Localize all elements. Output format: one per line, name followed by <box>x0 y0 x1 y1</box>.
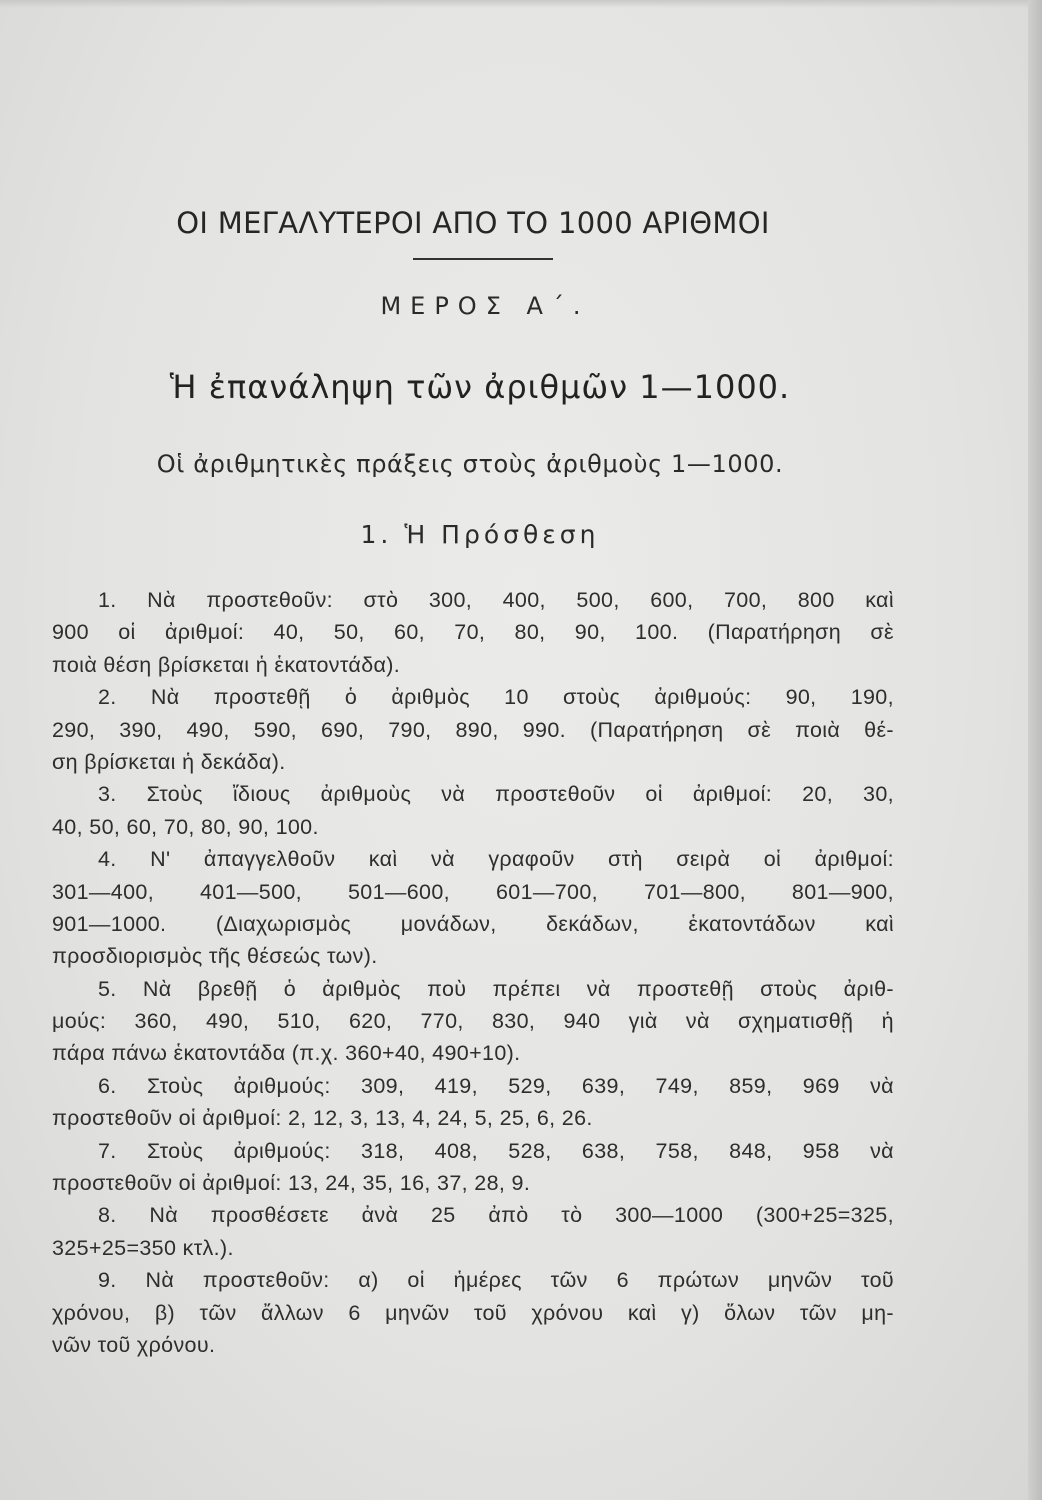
text-line: 6. Στοὺς ἀριθμούς: 309, 419, 529, 639, 749, 859, 969 νὰ <box>98 1073 894 1098</box>
text-line: 901—1000. (Διαχωρισμὸς μονάδων, δεκάδων, ἑκατοντάδων καὶ <box>52 911 894 936</box>
part-label: ΜΕΡΟΣ Α΄. <box>380 292 590 320</box>
text-line: προσδιορισμὸς τῆς θέσεώς των). <box>52 944 378 969</box>
text-line: 3. Στοὺς ἴδιους ἀριθμοὺς νὰ προστεθοῦν οἱ ἀριθμοί: 20, 30, <box>98 782 894 807</box>
section-title: Ἡ ἐπανάληψη τῶν ἀριθμῶν 1—1000. <box>169 368 791 406</box>
text-line: προστεθοῦν οἱ ἀριθμοί: 2, 12, 3, 13, 4, 24, 5, 25, 6, 26. <box>52 1106 593 1131</box>
main-title <box>118 206 828 240</box>
text-line: ποιὰ θέση βρίσκεται ἡ ἑκατοντάδα). <box>52 652 401 677</box>
chapter-heading: 1. Ἡ Πρόσθεση <box>360 520 600 549</box>
main-title-text: ΟΙ ΜΕΓΑΛΥΤΕΡΟΙ ΑΠΟ ΤΟ 1000 ΑΡΙΘΜΟΙ <box>176 206 770 240</box>
text-line: 9. Νὰ προστεθοῦν: α) οἱ ἡμέρες τῶν 6 πρώτων μηνῶν τοῦ <box>98 1268 894 1293</box>
text-line: 5. Νὰ βρεθῇ ὁ ἀριθμὸς ποὺ πρέπει νὰ προστεθῇ στοὺς ἀριθ- <box>98 976 894 1001</box>
text-line: μούς: 360, 490, 510, 620, 770, 830, 940 γιὰ νὰ σχηματισθῇ ἡ <box>52 1009 894 1034</box>
body-text <box>52 584 894 1361</box>
text-line: 4. Ν' ἀπαγγελθοῦν καὶ νὰ γραφοῦν στὴ σειρὰ οἱ ἀριθμοί: <box>98 847 894 872</box>
text-line: 2. Νὰ προστεθῇ ὁ ἀριθμὸς 10 στοὺς ἀριθμούς: 90, 190, <box>98 685 894 710</box>
text-line: νῶν τοῦ χρόνου. <box>52 1332 216 1357</box>
text-line: ση βρίσκεται ἡ δεκάδα). <box>52 749 286 774</box>
text-line: 8. Νὰ προσθέσετε ἀνὰ 25 ἀπὸ τὸ 300—1000 (300+25=325, <box>98 1203 894 1228</box>
text-line: 900 οἱ ἀριθμοί: 40, 50, 60, 70, 80, 90, 100. (Παρατήρηση σὲ <box>52 620 894 645</box>
page-top-edge <box>0 0 1042 8</box>
text-line: 7. Στοὺς ἀριθμούς: 318, 408, 528, 638, 758, 848, 958 νὰ <box>98 1138 894 1163</box>
page-right-edge <box>1028 0 1042 1500</box>
title-divider <box>413 258 553 260</box>
text-line: πάρα πάνω ἑκατοντάδα (π.χ. 360+40, 490+10). <box>52 1041 521 1066</box>
text-line: χρόνου, β) τῶν ἄλλων 6 μηνῶν τοῦ χρόνου καὶ γ) ὅλων τῶν μη- <box>52 1300 894 1325</box>
text-line: προστεθοῦν οἱ ἀριθμοί: 13, 24, 35, 16, 37, 28, 9. <box>52 1171 531 1196</box>
text-line: 290, 390, 490, 590, 690, 790, 890, 990. (Παρατήρηση σὲ ποιὰ θέ- <box>52 717 894 742</box>
text-line: 1. Νὰ προστεθοῦν: στὸ 300, 400, 500, 600, 700, 800 καὶ <box>98 588 894 612</box>
text-line: 325+25=350 κτλ.). <box>52 1235 234 1260</box>
text-line: 40, 50, 60, 70, 80, 90, 100. <box>52 814 319 839</box>
text-line: 301—400, 401—500, 501—600, 601—700, 701—800, 801—900, <box>52 879 894 904</box>
subsection-title: Οἱ ἀριθμητικὲς πράξεις στοὺς ἀριθμοὺς 1—1000. <box>156 450 784 478</box>
